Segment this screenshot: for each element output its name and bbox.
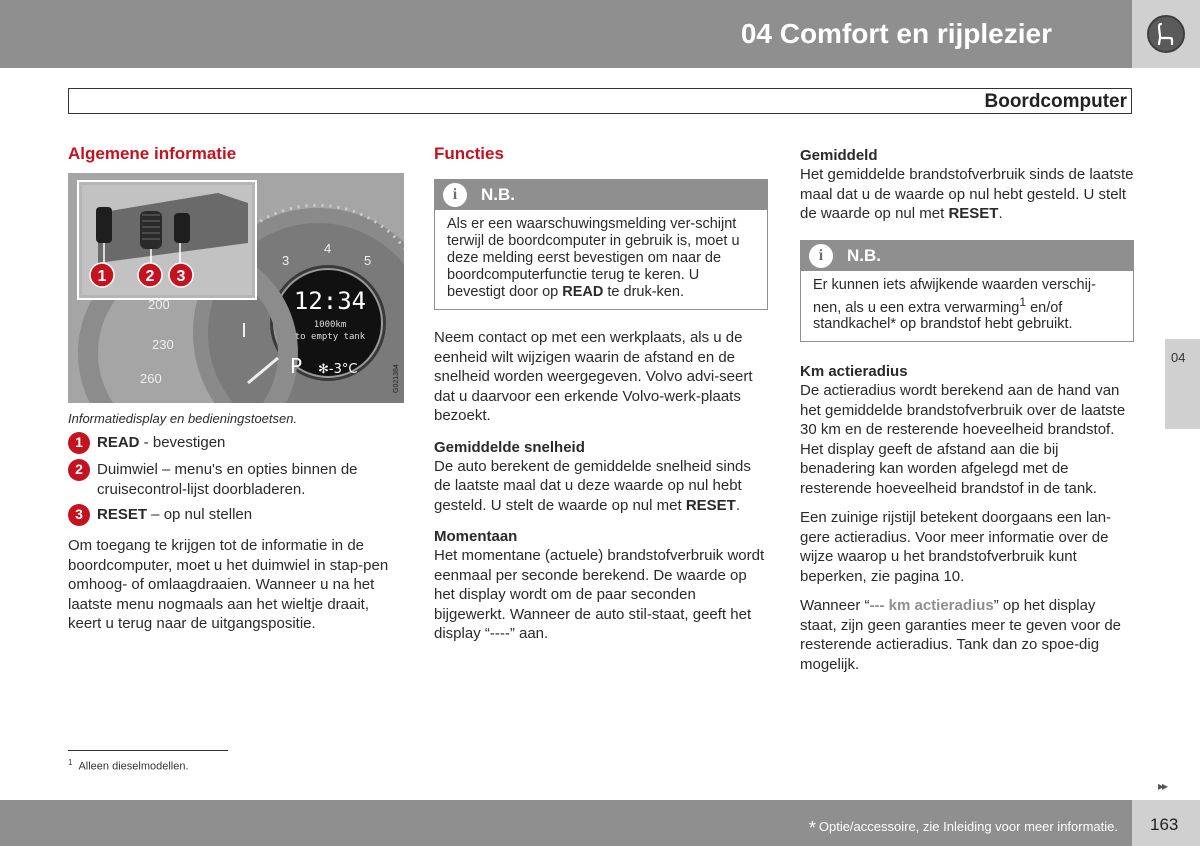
werkplaats-paragraph: Neem contact op met een werkplaats, als u de eenheid wilt wijzigen waarin de afstand en de snelheid worden weergegeven. Volvo advi-seert dat u daarvoor een erkende Volvo-werk-plaats bezoekt. [434, 329, 753, 424]
footer-bar [0, 800, 1132, 846]
dashboard-illustration [68, 173, 404, 403]
duimwiel-description: Duimwiel – menu's en opties binnen de cruisecontrol-lijst doorbladeren. [97, 461, 358, 498]
chapter-icon-box [1132, 0, 1200, 68]
rpm-tick-5: 5 [364, 253, 372, 268]
heading-functies: Functies [434, 144, 504, 163]
km-actieradius-text: De actieradius wordt berekend aan de hand van het gemiddelde brandstofverbruik over de laatste 30 km en de resterende hoeveelheid brandstof. Het display geeft de afstand aan die bij benadering kan worden afgelegd met de resterende hoeveelheid brandstof in de tank. [800, 382, 1126, 497]
heading-algemene-informatie: Algemene informatie [68, 144, 237, 163]
footer-note: * Optie/accessoire, zie Inleiding voor meer informatie. [808, 818, 1118, 838]
callout-2: 2 [145, 268, 155, 285]
list-item-reset [68, 505, 404, 526]
note-box-1 [434, 179, 768, 310]
read-label: READ [97, 434, 140, 451]
number-badge-2: 2 [68, 459, 90, 481]
display-time: 12:34 [293, 287, 367, 315]
footnote: $^1$ Alleen dieselmodellen. [68, 758, 189, 773]
page-number-box [1132, 800, 1200, 846]
image-code: G021384 [393, 364, 400, 393]
section-title-box [68, 88, 1132, 114]
dashboard-figure [68, 173, 404, 403]
info-icon: i [809, 244, 833, 268]
footnote-divider [68, 750, 228, 751]
note-header-2 [801, 241, 1133, 271]
section-title: Boordcomputer [984, 91, 1127, 112]
reset-description: – op nul stellen [147, 506, 253, 523]
speed-tick-230: 230 [152, 337, 174, 352]
figure-caption: Informatiedisplay en bedieningstoetsen. [68, 411, 298, 426]
speed-tick-200: 200 [148, 297, 170, 312]
page-number: 163 [1150, 815, 1179, 834]
wanneer-paragraph: Wanneer “--- km actieradius” op het display staat, zijn geen garanties meer te geven voor de resterende actieradius. Tank dan zo spoe-dig mogelijk. [800, 597, 1122, 673]
gemiddelde-snelheid-text: De auto berekent de gemiddelde snelheid sinds de laatste maal dat u deze waarde op nul hebt gesteld. U stelt de waarde op nul met RESET. [434, 457, 751, 514]
heading-momentaan: Momentaan [434, 528, 518, 545]
display-range: 1000km [313, 320, 347, 330]
rpm-tick-3: 3 [282, 253, 290, 268]
reset-label: RESET [97, 506, 148, 523]
momentaan-text: Het momentane (actuele) brandstofverbruik wordt eenmaal per seconde berekend. De waarde op het display wordt om de paar seconden bijgewerkt. Wanneer de auto stil-staat, geeft het display “----” aan. [434, 547, 765, 642]
zuinige-rijstijl-paragraph: Een zuinige rijstijl betekent doorgaans een lan-gere actieradius. Voor meer informatie over de wijze waarop u het brandstofverbruik kunt beperken, zie pagina 10. [800, 509, 1112, 585]
speed-tick-260: 260 [140, 371, 162, 386]
toegang-paragraph: Om toegang te krijgen tot de informatie in de boordcomputer, moet u het duimwiel in stap-pen omhoog- of omlaagdraaien. Wanneer u na het laatste menu nogmaals aan het wieltje draait, keert u terug naar de uitgangspositie. [68, 537, 389, 632]
info-icon: i [443, 183, 467, 207]
rpm-tick-4: 4 [324, 241, 332, 256]
display-temp: ✻-3°C [318, 362, 358, 377]
column-1 [68, 143, 404, 634]
heading-gemiddeld: Gemiddeld [800, 147, 878, 164]
chapter-title: 04 Comfort en rijplezier [740, 18, 1052, 49]
list-item-read [68, 433, 404, 454]
heading-gemiddelde-snelheid: Gemiddelde snelheid [434, 438, 585, 456]
note-body-1: Als er een waarschuwingsmelding ver-schijnt terwijl de boordcomputer in gebruik is, moet u deze melding eerst bevestigen om naar de boordcomputerfunctie terug te keren. U bevestigt door op READ te druk-ken. [447, 216, 740, 300]
heading-km-actieradius: Km actieradius [800, 363, 908, 381]
note-box-2 [800, 240, 1134, 343]
column-2 [434, 143, 768, 644]
display-gear: P [290, 354, 303, 378]
note-header-1 [435, 180, 767, 210]
callout-1: 1 [97, 268, 107, 285]
header-bar [0, 0, 1132, 68]
display-range-sub: to empty tank [294, 332, 366, 342]
seat-icon [1147, 15, 1185, 53]
continue-arrows-icon: ▸▸ [1158, 779, 1167, 793]
read-description: - bevestigen [139, 434, 226, 451]
side-tab-label: 04 [1171, 350, 1186, 365]
note-body-2: Er kunnen iets afwijkende waarden verschij-nen, als u een extra verwarming$^1$ en/of standkachel* op brandstof hebt gebruikt. [813, 276, 1096, 333]
gemiddeld-text: Het gemiddelde brandstofverbruik sinds de laatste maal dat u de waarde op nul hebt gesteld. U stelt de waarde op nul met RESET. [800, 166, 1134, 222]
number-badge-3: 3 [68, 504, 90, 526]
chapter-side-tab [1165, 339, 1200, 429]
number-badge-1: 1 [68, 432, 90, 454]
note-label-1: N.B. [481, 185, 515, 205]
note-label-2: N.B. [847, 245, 881, 265]
callout-3: 3 [176, 268, 186, 285]
list-item-duimwiel [68, 460, 404, 499]
column-3 [800, 143, 1134, 674]
